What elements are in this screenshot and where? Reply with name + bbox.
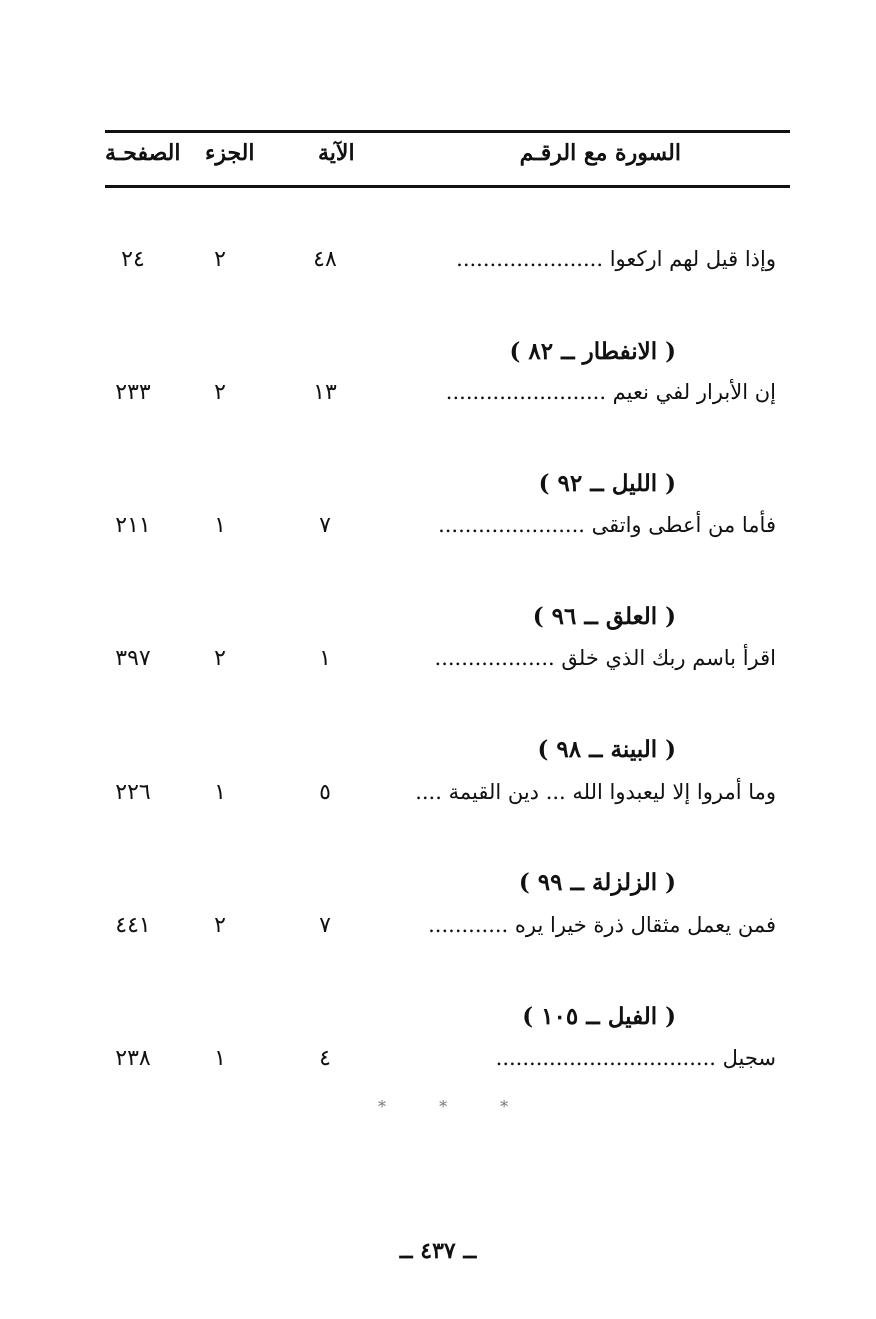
- verse-text: وإذا قيل لهم اركعوا ......................: [456, 247, 776, 271]
- ayah-number: ٧: [319, 913, 331, 938]
- juz-number: ١: [214, 780, 226, 805]
- juz-number: ٢: [214, 913, 226, 938]
- surah-heading: ( العلق ــ ٩٦ ): [532, 603, 676, 630]
- verse-text: اقرأ باسم ربك الذي خلق ..................: [434, 646, 776, 670]
- juz-number: ٢: [214, 247, 226, 272]
- juz-number: ٢: [214, 380, 226, 405]
- verse-text: فأما من أعطى واتقى ......................: [438, 513, 776, 537]
- juz-number: ١: [214, 1046, 226, 1071]
- surah-heading: ( الزلزلة ــ ٩٩ ): [518, 869, 676, 896]
- juz-column-header: الجزء: [205, 140, 255, 166]
- page-number: ٢٤: [121, 247, 145, 272]
- surah-heading: ( الفيل ــ ١٠٥ ): [522, 1003, 676, 1030]
- verse-text: سجيل .................................: [495, 1046, 776, 1070]
- page-number: ٢٣٣: [115, 380, 151, 405]
- ayah-number: ١: [319, 646, 331, 671]
- juz-number: ٢: [214, 646, 226, 671]
- page-number: ٢٢٦: [115, 780, 151, 805]
- verse-text: فمن يعمل مثقال ذرة خيرا يره ............: [428, 913, 776, 937]
- header-top-rule: [105, 130, 790, 133]
- page-number: ٢١١: [115, 513, 151, 538]
- page-column-header: الصفحـة: [105, 140, 181, 166]
- surah-heading: ( الليل ــ ٩٢ ): [538, 470, 676, 497]
- header-bottom-rule: [105, 185, 790, 188]
- juz-number: ١: [214, 513, 226, 538]
- page-number: ٢٣٨: [115, 1046, 151, 1071]
- section-separator: * * *: [378, 1097, 533, 1116]
- ayah-number: ٤٨: [313, 247, 337, 272]
- surah-heading: ( البينة ــ ٩٨ ): [537, 736, 676, 763]
- verse-text: إن الأبرار لفي نعيم ........................: [445, 380, 776, 404]
- page-number: ٣٩٧: [115, 646, 151, 671]
- surah-column-header: السورة مع الرقـم: [519, 140, 681, 166]
- ayah-column-header: الآية: [318, 140, 355, 166]
- page-number: ٤٤١: [115, 913, 151, 938]
- ayah-number: ١٣: [313, 380, 337, 405]
- surah-heading: ( الانفطار ــ ٨٢ ): [509, 338, 676, 365]
- verse-text: وما أمروا إلا ليعبدوا الله ... دين القيمة ....: [415, 780, 776, 804]
- ayah-number: ٥: [319, 780, 331, 805]
- ayah-number: ٤: [319, 1046, 331, 1071]
- footer-page-number: ــ ٤٣٧ ــ: [399, 1238, 477, 1264]
- ayah-number: ٧: [319, 513, 331, 538]
